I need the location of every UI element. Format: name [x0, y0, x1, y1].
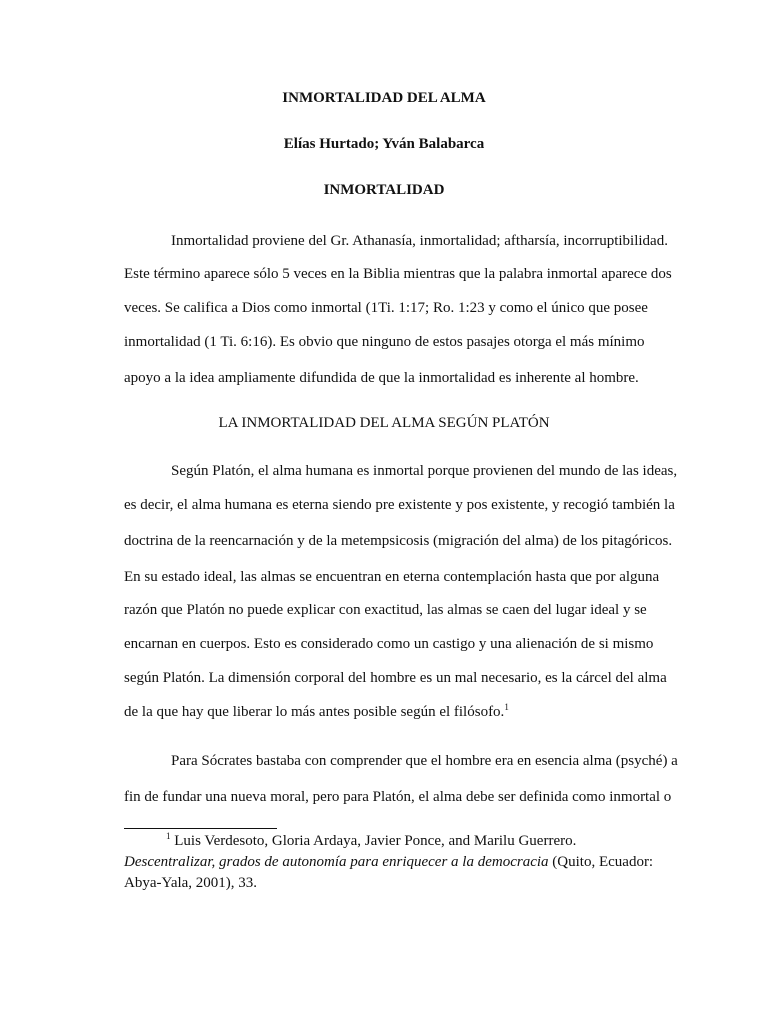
footnote-text: (Quito, Ecuador: [548, 854, 654, 870]
paragraph-line: Inmortalidad proviene del Gr. Athanasía, inmortalidad; aftharsía, incorruptibilidad. [171, 233, 668, 249]
document-authors: Elías Hurtado; Yván Balabarca [283, 136, 485, 152]
paragraph-line: encarnan en cuerpos. Esto es considerado como un castigo y una alienación de si mismo [124, 636, 654, 652]
paragraph-line: fin de fundar una nueva moral, pero para Platón, el alma debe ser definida como inmortal o [124, 789, 672, 805]
section-heading-platon: LA INMORTALIDAD DEL ALMA SEGÚN PLATÓN [218, 415, 550, 431]
paragraph-line: es decir, el alma humana es eterna siendo pre existente y pos existente, y recogió también la [124, 497, 675, 513]
paragraph-line: Este término aparece sólo 5 veces en la Biblia mientras que la palabra inmortal aparece dos [124, 266, 672, 282]
paragraph-line-last [124, 704, 509, 721]
footnote-reference[interactable]: 1 [504, 702, 509, 712]
footnote-text: Luis Verdesoto, Gloria Ardaya, Javier Ponce, and Marilu Guerrero. [174, 833, 577, 849]
paragraph-line: apoyo a la idea ampliamente difundida de que la inmortalidad es inherente al hombre. [124, 370, 639, 386]
paragraph-line: doctrina de la reencarnación y de la metempsicosis (migración del alma) de los pitagóricos. [124, 533, 673, 549]
footnote-book-title: Descentralizar, grados de autonomía para enriquecer a la democracia [124, 854, 549, 870]
footnote-mark: 1 [166, 831, 171, 841]
paragraph-line: inmortalidad (1 Ti. 6:16). Es obvio que ninguno de estos pasajes otorga el más mínimo [124, 334, 645, 350]
paragraph-text: de la que hay que liberar lo más antes posible según el filósofo. [124, 704, 505, 720]
paragraph-line: Según Platón, el alma humana es inmortal porque provienen del mundo de las ideas, [171, 463, 678, 479]
paragraph-line: según Platón. La dimensión corporal del hombre es un mal necesario, es la cárcel del alma [124, 670, 667, 686]
paragraph-line: veces. Se califica a Dios como inmortal (1Ti. 1:17; Ro. 1:23 y como el único que posee [124, 300, 648, 316]
paragraph-line: Para Sócrates bastaba con comprender que el hombre era en esencia alma (psyché) a [171, 753, 678, 769]
footnote-line [124, 854, 653, 871]
footnote-separator [124, 828, 277, 829]
paragraph-line: razón que Platón no puede explicar con exactitud, las almas se caen del lugar ideal y se [124, 602, 647, 618]
footnote-line [166, 833, 576, 850]
footnote-line: Abya-Yala, 2001), 33. [124, 875, 258, 891]
section-heading-inmortalidad: INMORTALIDAD [323, 182, 445, 198]
document-title: INMORTALIDAD DEL ALMA [282, 90, 486, 106]
paragraph-line: En su estado ideal, las almas se encuentran en eterna contemplación hasta que por alguna [124, 569, 660, 585]
